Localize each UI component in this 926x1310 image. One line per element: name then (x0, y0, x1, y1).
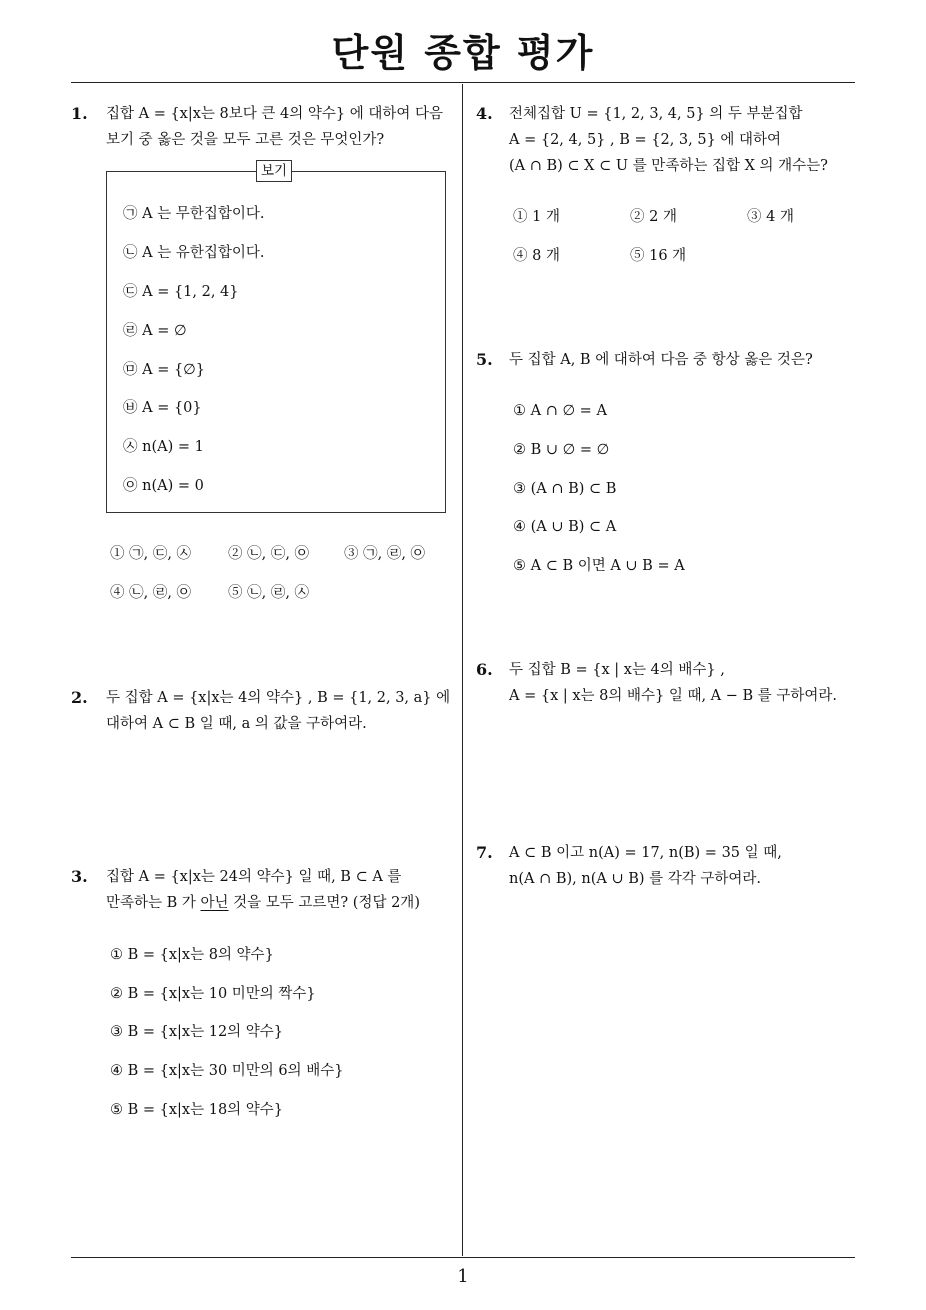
q7-text-line2: n(A ∩ B), n(A ∪ B) 를 각각 구하여라. (509, 871, 761, 887)
q3-option-4[interactable]: ④ B = {x|x는 30 미만의 6의 배수} (110, 1063, 344, 1079)
q5-option-4[interactable]: ④ (A ∪ B) ⊂ A (513, 519, 617, 535)
q7-text-line1: A ⊂ B 이고 n(A) = 17, n(B) = 35 일 때, (509, 845, 782, 861)
q1-example-item: ㉦ n(A) = 1 (123, 439, 204, 455)
q3-option-3[interactable]: ③ B = {x|x는 12의 약수} (110, 1024, 284, 1040)
q1-example-item: ㉢ A = {1, 2, 4} (123, 284, 239, 300)
q4-option-4[interactable]: ④ 8 개 (513, 248, 560, 264)
q5-option-3[interactable]: ③ (A ∩ B) ⊂ B (513, 481, 617, 497)
q1-example-item: ㉥ A = {0} (123, 400, 202, 416)
q5-text-line1: 두 집합 A, B 에 대하여 다음 중 항상 옳은 것은? (509, 352, 813, 368)
page-title: 단원 종합 평가 (331, 31, 595, 75)
q4-text-line2: A = {2, 4, 5} , B = {2, 3, 5} 에 대하여 (509, 132, 782, 148)
q1-number: 1. (71, 104, 88, 123)
q3-underlined-word: 아닌 (200, 895, 229, 911)
page-number: 1 (457, 1266, 469, 1287)
q7-number: 7. (476, 843, 493, 862)
q4-text-line1: 전체집합 U = {1, 2, 3, 4, 5} 의 두 부분집합 (509, 106, 803, 122)
q1-text-line2: 보기 중 옳은 것을 모두 고른 것은 무엇인가? (106, 132, 385, 148)
q3-text-line2-pre: 만족하는 B 가 (106, 895, 201, 911)
q1-example-item: ㉣ A = ∅ (123, 323, 187, 339)
q4-number: 4. (476, 104, 493, 123)
q4-text-line3: (A ∩ B) ⊂ X ⊂ U 를 만족하는 집합 X 의 개수는? (509, 158, 828, 174)
q1-option-3[interactable]: ③ ㉠, ㉣, ㉧ (344, 546, 426, 562)
q1-option-5[interactable]: ⑤ ㉡, ㉣, ㉦ (228, 585, 310, 601)
q3-option-2[interactable]: ② B = {x|x는 10 미만의 짝수} (110, 986, 316, 1002)
q4-option-1[interactable]: ① 1 개 (513, 209, 560, 225)
bottom-rule (71, 1257, 855, 1258)
q1-example-item: ㉧ n(A) = 0 (123, 478, 204, 494)
q6-number: 6. (476, 660, 493, 679)
q3-option-5[interactable]: ⑤ B = {x|x는 18의 약수} (110, 1102, 284, 1118)
column-divider (462, 84, 463, 1256)
q5-option-5[interactable]: ⑤ A ⊂ B 이면 A ∪ B = A (513, 558, 685, 574)
q3-text-line2-post: 것을 모두 고르면? (정답 2개) (228, 895, 420, 911)
q3-number: 3. (71, 867, 88, 886)
q5-option-2[interactable]: ② B ∪ ∅ = ∅ (513, 442, 610, 458)
q6-text-line2: A = {x | x는 8의 배수} 일 때, A − B 를 구하여라. (509, 688, 838, 704)
q4-option-5[interactable]: ⑤ 16 개 (630, 248, 687, 264)
top-rule (71, 82, 855, 83)
q5-option-1[interactable]: ① A ∩ ∅ = A (513, 403, 607, 419)
q2-number: 2. (71, 688, 88, 707)
q1-option-4[interactable]: ④ ㉡, ㉣, ㉧ (110, 585, 192, 601)
q5-number: 5. (476, 350, 493, 369)
q1-example-item: ㉤ A = {∅} (123, 362, 206, 378)
q4-option-3[interactable]: ③ 4 개 (747, 209, 794, 225)
q1-option-1[interactable]: ① ㉠, ㉢, ㉦ (110, 546, 192, 562)
q4-option-2[interactable]: ② 2 개 (630, 209, 677, 225)
q1-text-line1: 집합 A = {x|x는 8보다 큰 4의 약수} 에 대하여 다음 (106, 106, 443, 122)
q3-text-line2 (106, 893, 420, 913)
q3-text-line1: 집합 A = {x|x는 24의 약수} 일 때, B ⊂ A 를 (106, 869, 402, 885)
q1-option-2[interactable]: ② ㉡, ㉢, ㉧ (228, 546, 310, 562)
q6-text-line1: 두 집합 B = {x | x는 4의 배수} , (509, 662, 725, 678)
q1-example-item: ㉠ A 는 무한집합이다. (123, 206, 265, 222)
q2-text-line1: 두 집합 A = {x|x는 4의 약수} , B = {1, 2, 3, a} 에 (106, 690, 451, 706)
q3-option-1[interactable]: ① B = {x|x는 8의 약수} (110, 947, 274, 963)
q1-example-box-label: 보기 (256, 160, 292, 182)
q1-example-item: ㉡ A 는 유한집합이다. (123, 245, 265, 261)
q2-text-line2: 대하여 A ⊂ B 일 때, a 의 값을 구하여라. (106, 716, 367, 732)
